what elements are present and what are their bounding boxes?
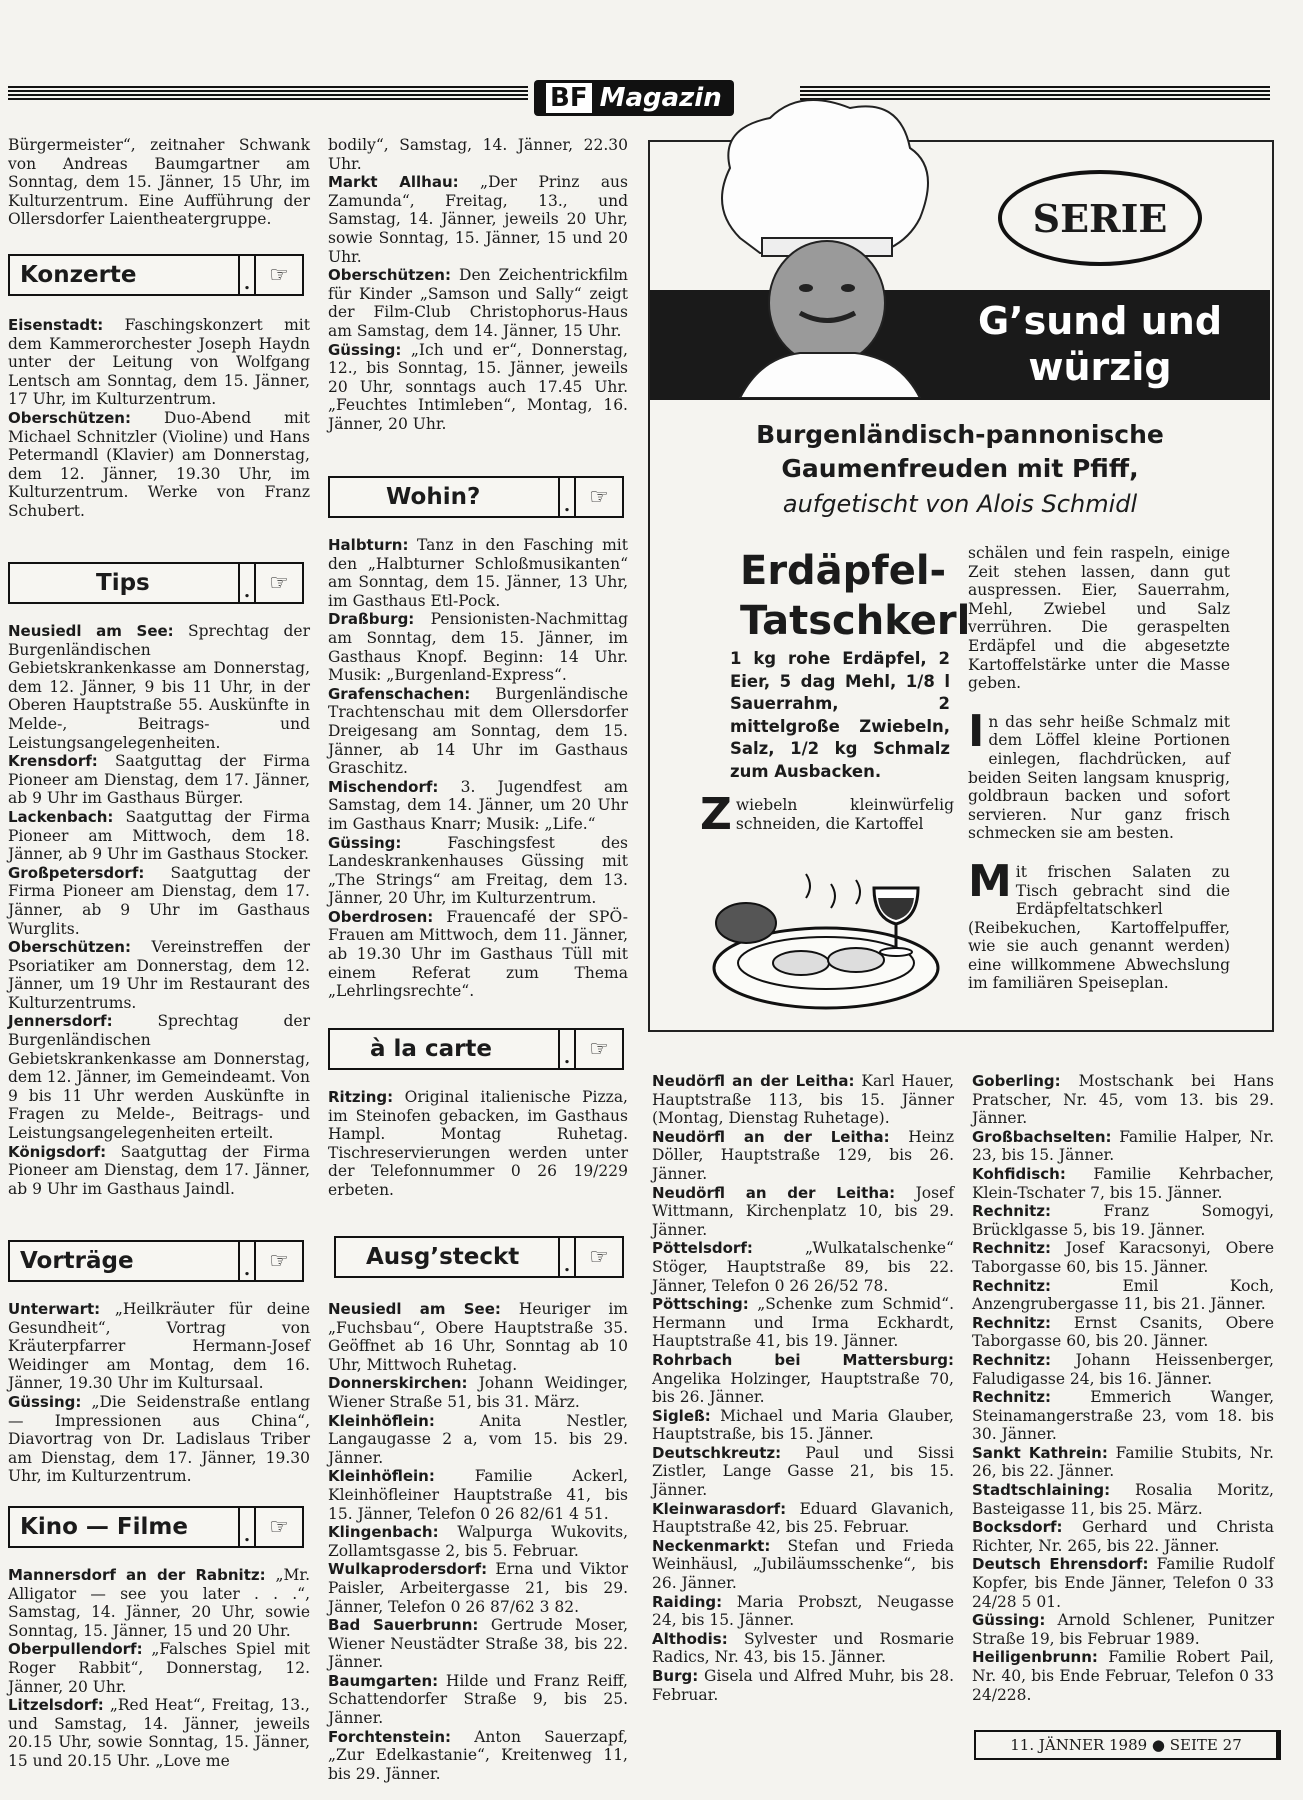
listing-entry [328, 908, 628, 1001]
listing-place: Jennersdorf: [8, 1012, 113, 1031]
listing-place: Oberdrosen: [328, 907, 434, 926]
listing-text: Eduard Glavanich, Hauptstraße 42, bis 25. Februar. [652, 1499, 954, 1537]
masthead-rule-left [8, 86, 528, 100]
ingredients: 1 kg rohe Erdäpfel, 2 Eier, 5 dag Mehl, 1/8 l Sauerrahm, 2 mittelgroße Zwiebeln, Salz, 1/2 kg Schmalz zum Ausbacken. [730, 649, 950, 781]
bf-logo: BF [546, 83, 592, 113]
listing-entry [8, 1143, 310, 1199]
listing-entry [8, 1300, 310, 1393]
listing-place: Forchtenstein: [328, 1727, 452, 1746]
listing-text: „Mr. Alligator — see you later . . .“, Samstag, 14. Jänner, 20 Uhr, sowie Sonntag, 15. Jänner, 15 und 20 Uhr. [8, 1566, 310, 1640]
listing-entry [328, 1523, 628, 1560]
listing-entry [652, 1351, 954, 1407]
listing-entry [972, 1444, 1274, 1481]
dropcap: Z [700, 789, 732, 840]
listing-text: Hilde und Franz Reiff, Schattendorfer Straße 9, bis 25. Jänner. [328, 1671, 628, 1728]
pointing-hand-icon: ☞ [269, 1514, 289, 1540]
listing-place: Mannersdorf an der Rabnitz: [8, 1566, 266, 1584]
listing-text: „Red Heat“, Freitag, 13., und Samstag, 14. Jänner, jeweils 20.15 Uhr, sowie Sonntag, 15. Jänner, 15 und 20.15 Uhr. „Love me [8, 1696, 310, 1770]
listing-entry [652, 1295, 954, 1351]
listing-entry [652, 1444, 954, 1500]
listing-entry [652, 1537, 954, 1593]
recipe-step3 [968, 855, 1230, 993]
listing-place: Mischendorf: [328, 777, 439, 796]
listing-text: Johann Heissenberger, Faludigasse 24, bis 16. Jänner. [972, 1350, 1274, 1388]
carte-list [328, 1088, 628, 1200]
listing-place: Baumgarten: [328, 1671, 439, 1690]
listing-entry [652, 1239, 954, 1295]
listing-text: „Heilkräuter für deine Gesundheit“, Vortrag von Kräuterpfarrer Hermann-Josef Weidinger am Montag, dem 16. Jänner, 19.30 Uhr im Kultursaal. [8, 1300, 310, 1393]
listing-place: Güssing: [328, 340, 402, 359]
listing-text: „Ich und er“, Donnerstag, 12., bis Sonntag, 15. Jänner, jeweils 20 Uhr, sonntags auch 17.45 Uhr. „Feuchtes Intimleben“, Montag, 16. Jänner, 20 Uhr. [328, 340, 628, 433]
pointing-hand-icon: ☞ [269, 570, 289, 596]
magazin-title: Magazin [599, 83, 722, 113]
listing-entry [972, 1351, 1274, 1388]
tips-list [8, 622, 310, 1198]
section-dot: . [558, 478, 576, 516]
section-dot: . [558, 1238, 576, 1276]
section-dot: . [238, 1508, 256, 1546]
listing-entry [328, 610, 628, 684]
listing-place: Pöttsching: [652, 1295, 749, 1314]
listing-text: Walpurga Wukovits, Zollamtsgasse 2, bis 5. Februar. [328, 1523, 628, 1560]
listing-place: Oberschützen: [8, 408, 131, 427]
listing-place: Pöttelsdorf: [652, 1239, 753, 1258]
listing-text: Anita Nestler, Langaugasse 2 a, vom 15. bis 29. Jänner. [328, 1411, 628, 1467]
listing-entry [972, 1072, 1274, 1128]
col1-intro-text: Bürgermeister“, zeitnaher Schwank von Andreas Baumgartner am Sonntag, dem 15. Jänner, 15 Uhr, im Kulturzentrum. Eine Aufführung der Ollersdorfer Laientheatergruppe. [8, 136, 310, 229]
section-head-vortraege [8, 1240, 304, 1282]
listing-place: Rechnitz: [972, 1239, 1052, 1258]
listing-text: Maria Probszt, Neugasse 24, bis 15. Jänner. [652, 1592, 954, 1630]
listing-place: Großbachselten: [972, 1127, 1112, 1146]
listing-entry [972, 1314, 1274, 1351]
section-title: Ausg’steckt [366, 1244, 520, 1270]
section-dot: . [558, 1030, 576, 1068]
listing-text: Saatguttag der Firma Pioneer am Dienstag, dem 17. Jänner, ab 9 Uhr im Gasthaus Bürger. [8, 752, 310, 808]
section-title: Wohin? [386, 484, 481, 510]
pointing-hand-icon: ☞ [589, 1244, 609, 1270]
dropcap: I [968, 705, 985, 757]
listing-place: Rechnitz: [972, 1350, 1052, 1369]
section-head-ausgsteckt [334, 1236, 624, 1278]
listing-place: Neudörfl an der Leitha: [652, 1183, 896, 1202]
listing-entry [328, 1672, 628, 1728]
listing-text: Johann Weidinger, Wiener Straße 51, bis 31. März. [328, 1374, 628, 1411]
listing-entry [8, 1012, 310, 1142]
listing-entry [972, 1165, 1274, 1202]
listing-entry [8, 938, 310, 1012]
listing-text: Saatguttag der Firma Pioneer am Dienstag, dem 17. Jänner, ab 9 Uhr im Gasthaus Wurglits. [8, 863, 310, 938]
listing-place: Kohfidisch: [972, 1164, 1066, 1183]
listing-text: „Der Prinz aus Zamunda“, Freitag, 13., und Samstag, 14. Jänner, jeweils 20 Uhr, sowie Sonntag, 15. Jänner, 15 und 20 Uhr. [328, 173, 628, 266]
dish-illustration [706, 868, 954, 1016]
serie-badge: SERIE [998, 170, 1202, 266]
listing-entry [652, 1593, 954, 1630]
listing-place: Neckenmarkt: [652, 1536, 771, 1555]
listing-entry [328, 1560, 628, 1616]
listing-place: Klingenbach: [328, 1523, 439, 1542]
listing-text: Faschingskonzert mit dem Kammerorchester Joseph Haydn unter der Leitung von Wolfgang Lentsch am Sonntag, dem 15. Jänner, 17 Uhr, im Kulturzentrum. [8, 316, 310, 409]
section-title: Tips [96, 570, 150, 596]
listing-entry [328, 778, 628, 834]
listing-text: Burgenländische Trachtenschau mit dem Ollersdorfer Dreigesang am Sonntag, dem 15. Jänner, ab 14 Uhr im Gasthaus Graschitz. [328, 684, 628, 778]
listing-place: Ritzing: [328, 1088, 394, 1106]
listing-entry [8, 622, 310, 752]
listing-place: Deutschkreutz: [652, 1443, 782, 1462]
listing-text: Stefan und Frieda Weinhäusl, „Jubiläumsschenke“, bis 26. Jänner. [652, 1536, 954, 1593]
listing-place: Neusiedl am See: [8, 622, 174, 640]
listing-entry [8, 808, 310, 864]
listing-text: Frauencafé der SPÖ-Frauen am Mittwoch, dem 11. Jänner, ab 19.30 Uhr im Gasthaus Tüll mit einem Referat zum Thema „Lehrlingsrechte“. [328, 907, 628, 1001]
col4-list [972, 1072, 1274, 1704]
recipe-series-title: G’sund und würzig [977, 299, 1223, 389]
listing-text: Gisela und Alfred Muhr, bis 28. Februar. [652, 1667, 954, 1704]
listing-text: Angelika Holzinger, Hauptstraße 70, bis 26. Jänner. [652, 1369, 954, 1407]
listing-text: „Falsches Spiel mit Roger Rabbit“, Donnerstag, 12. Jänner, 20 Uhr. [8, 1640, 310, 1696]
listing-place: Heiligenbrunn: [972, 1648, 1098, 1667]
listing-text: Heinz Döller, Hauptstraße 129, bis 26. Jänner. [652, 1127, 954, 1183]
listing-place: Großpetersdorf: [8, 863, 145, 882]
dish-name-line1: Erdäpfel- [740, 548, 947, 594]
page-footer: 11. JÄNNER 1989 ● SEITE 27 [974, 1730, 1281, 1760]
recipe-headline-line2: Gaumenfreuden mit Pfiff, [781, 454, 1139, 483]
listing-text: Faschingsfest des Landeskrankenhauses Güssing mit „The Strings“ am Freitag, dem 13. Jänner, 20 Uhr, im Kulturzentrum. [328, 833, 628, 908]
listing-place: Neusiedl am See: [328, 1300, 501, 1318]
kino-list [8, 1566, 310, 1771]
listing-text: Saatguttag der Firma Pioneer am Dienstag, dem 17. Jänner, ab 9 Uhr im Gasthaus Jaindl. [8, 1142, 310, 1198]
listing-place: Wulkaprodersdorf: [328, 1560, 488, 1579]
listing-entry [8, 864, 310, 938]
listing-place: Kleinhöflein: [328, 1467, 435, 1486]
listing-text: Josef Wittmann, Kirchenplatz 10, bis 29. Jänner. [652, 1183, 954, 1239]
recipe-step1-text: wiebeln kleinwürfelig schneiden, die Kartoffel [735, 796, 954, 833]
listing-text: Gerhard und Christa Richter, Nr. 265, bis 22. Jänner. [972, 1518, 1274, 1555]
section-title: Konzerte [20, 262, 137, 288]
listing-place: Draßburg: [328, 610, 415, 629]
section-title: à la carte [370, 1036, 493, 1062]
listing-entry [972, 1481, 1274, 1518]
listing-place: Rechnitz: [972, 1202, 1052, 1221]
listing-text: Sprechtag der Burgenländischen Gebietskrankenkasse am Donnerstag, dem 12. Jänner, 9 bis 11 Uhr, in der Oberen Hauptstraße 55. Auskünfte in Melde-, Beitrags- und Leistungsangelegenheiten. [8, 622, 310, 752]
listing-entry [328, 1412, 628, 1468]
listing-entry [972, 1388, 1274, 1444]
listing-place: Stadtschlaining: [972, 1481, 1111, 1500]
listing-entry [328, 1374, 628, 1411]
listing-entry [8, 1696, 310, 1770]
listing-place: Bocksdorf: [972, 1518, 1063, 1537]
listing-entry [652, 1128, 954, 1184]
listing-entry [972, 1277, 1274, 1314]
listing-text: Familie Kehrbacher, Klein-Tschater 7, bis 15. Jänner. [972, 1164, 1274, 1202]
section-title: Kino — Filme [20, 1514, 188, 1540]
listing-entry [972, 1611, 1274, 1648]
listing-text: Familie Rudolf Kopfer, bis Ende Jänner, Telefon 0 33 24/28 5 01. [972, 1555, 1274, 1611]
listing-entry [328, 834, 628, 908]
listing-entry [972, 1518, 1274, 1555]
listing-place: Bad Sauerbrunn: [328, 1616, 479, 1635]
listing-text: Arnold Schlener, Punitzer Straße 19, bis Februar 1989. [972, 1611, 1274, 1648]
listing-text: Anton Sauerzapf, „Zur Edelkastanie“, Kreitenweg 11, bis 29. Jänner. [328, 1727, 628, 1783]
listing-place: Deutsch Ehrensdorf: [972, 1555, 1149, 1574]
listing-text: Duo-Abend mit Michael Schnitzler (Violine) und Hans Petermandl (Klavier) am Donnerstag, dem 12. Jänner, 19.30 Uhr, im Kulturzentrum. Werke von Franz Schubert. [8, 408, 310, 520]
listing-entry [328, 536, 628, 610]
listing-entry [8, 1566, 310, 1640]
listing-entry [8, 1393, 310, 1486]
listing-text: Gertrude Moser, Wiener Neustädter Straße 38, bis 22. Jänner. [328, 1616, 628, 1672]
recipe-step1 [700, 789, 954, 840]
recipe-headline [650, 418, 1270, 486]
pointing-hand-icon: ☞ [589, 1036, 609, 1062]
listing-place: Kleinwarasdorf: [652, 1499, 787, 1518]
listing-place: Sigleß: [652, 1406, 711, 1425]
listing-entry [652, 1667, 954, 1704]
pointing-hand-icon: ☞ [589, 484, 609, 510]
section-dot: . [238, 1242, 256, 1280]
listing-place: Sankt Kathrein: [972, 1443, 1108, 1462]
chef-photo [700, 88, 960, 398]
listing-entry [972, 1648, 1274, 1704]
listing-entry [8, 316, 310, 409]
listing-entry [328, 685, 628, 778]
listing-text: „Schenke zum Schmid“. Hermann und Irma Eckhardt, Hauptstraße 41, bis 19. Jänner. [652, 1295, 954, 1351]
listing-entry [652, 1500, 954, 1537]
col3-list [652, 1072, 954, 1704]
listing-entry [328, 341, 628, 434]
listing-text: Familie Robert Pail, Nr. 40, bis Ende Februar, Telefon 0 33 24/228. [972, 1648, 1274, 1704]
kino-cont-list [328, 136, 628, 434]
listing-entry [972, 1555, 1274, 1611]
listing-place: Kleinhöflein: [328, 1411, 435, 1430]
listing-place: Raiding: [652, 1592, 723, 1611]
section-head-carte [328, 1028, 624, 1070]
listing-place: Krensdorf: [8, 752, 98, 771]
section-title: Vorträge [20, 1248, 134, 1274]
pointing-hand-icon: ☞ [269, 1248, 289, 1274]
listing-place: Güssing: [972, 1611, 1046, 1630]
listing-text: „Wulkatalschenke“ Stöger, Hauptstraße 89, bis 22. Jänner, Telefon 0 26 26/52 78. [652, 1239, 954, 1295]
listing-place: Litzelsdorf: [8, 1696, 104, 1715]
listing-text: Franz Somogyi, Brücklgasse 5, bis 19. Jänner. [972, 1202, 1274, 1239]
recipe-right-column [968, 544, 1230, 993]
listing-entry [8, 409, 310, 521]
listing-text: Rosalia Moritz, Basteigasse 11, bis 25. März. [972, 1481, 1274, 1518]
listing-entry [972, 1202, 1274, 1239]
ausgsteckt-list [328, 1300, 628, 1783]
listing-text: Den Zeichentrickfilm für Kinder „Samson und Sally“ zeigt der Film-Club Christophorus-Haus am Samstag, dem 14. Jänner, 15 Uhr. [328, 266, 628, 340]
listing-place: Markt Allhau: [328, 173, 459, 192]
listing-entry [328, 173, 628, 266]
listing-text: Josef Karacsonyi, Obere Taborgasse 60, bis 15. Jänner. [972, 1239, 1274, 1276]
listing-place: Güssing: [328, 833, 402, 852]
listing-place: Lackenbach: [8, 807, 114, 826]
listing-text: Sylvester und Rosmarie Radics, Nr. 43, bis 15. Jänner. [652, 1629, 954, 1667]
listing-entry [8, 1640, 310, 1696]
recipe-step3-text: it frischen Salaten zu Tisch gebracht sind die Erdäpfeltatschkerl (Reibekuchen, Kartoffelpuffer, wie sie auch genannt werden) eine willkommene Abwechslung im familiären Speiseplan. [968, 862, 1230, 993]
dropcap: M [968, 855, 1012, 907]
listing-text: Vereinstreffen der Psoriatiker am Donnerstag, dem 12. Jänner, um 19 Uhr im Restaurant des Kulturzentrums. [8, 938, 310, 1012]
listing-place: Althodis: [652, 1629, 728, 1648]
recipe-step2 [968, 705, 1230, 843]
listing-entry [8, 752, 310, 808]
listing-entry [328, 136, 628, 173]
listing-text: Familie Halper, Nr. 23, bis 15. Jänner. [972, 1127, 1274, 1165]
listing-text: Emmerich Wanger, Steinamangerstraße 23, vom 18. bis 30. Jänner. [972, 1388, 1274, 1444]
listing-place: Oberschützen: [8, 938, 131, 957]
listing-entry [652, 1630, 954, 1667]
listing-entry [328, 1300, 628, 1374]
listing-text: Heuriger im „Fuchsbau“, Obere Hauptstraße 35. Geöffnet ab 16 Uhr, Sonntag ab 10 Uhr, Mittwoch Ruhetag. [328, 1300, 628, 1374]
listing-text: Tanz in den Fasching mit den „Halbturner Schloßmusikanten“ am Sonntag, dem 15. Jänner, 13 Uhr, im Gasthaus Etl-Pock. [328, 536, 628, 610]
listing-text: Mostschank bei Hans Pratscher, Nr. 45, vom 13. bis 29. Jänner. [972, 1072, 1274, 1128]
listing-entry [328, 266, 628, 340]
listing-text: Erna und Viktor Paisler, Arbeitergasse 21, bis 29. Jänner, Telefon 0 26 87/62 3 82. [328, 1560, 628, 1616]
listing-entry [328, 1088, 628, 1200]
listing-place: Donnerskirchen: [328, 1374, 468, 1393]
listing-place: Rechnitz: [972, 1313, 1052, 1332]
konzerte-list [8, 316, 310, 521]
listing-entry [328, 1616, 628, 1672]
recipe-headline-line1: Burgenländisch-pannonische [756, 420, 1164, 449]
recipe-byline: aufgetischt von Alois Schmidl [782, 490, 1138, 518]
listing-text: Familie Ackerl, Kleinhöfleiner Hauptstraße 41, bis 15. Jänner, Telefon 0 26 82/61 4 51. [328, 1467, 628, 1523]
listing-text: 3. Jugendfest am Samstag, dem 14. Jänner, um 20 Uhr im Gasthaus Knarr; Musik: „Life.“ [328, 777, 628, 833]
col1-intro [8, 136, 310, 229]
listing-text: Ernst Csanits, Obere Taborgasse 60, bis 20. Jänner. [972, 1313, 1274, 1351]
listing-text: Original italienische Pizza, im Steinofen gebacken, im Gasthaus Hampl. Montag Ruhetag. Tischreservierungen werden unter der Telefonnummer 0 26 19/229 erbeten. [328, 1088, 628, 1199]
section-head-konzerte [8, 254, 304, 296]
listing-text: Saatguttag der Firma Pioneer am Mittwoch, dem 18. Jänner, ab 9 Uhr im Gasthaus Stocker. [8, 807, 310, 864]
listing-place: Rohrbach bei Mattersburg: [652, 1350, 954, 1369]
section-head-tips [8, 562, 304, 604]
listing-text: Emil Koch, Anzengrubergasse 11, bis 21. Jänner. [972, 1276, 1274, 1314]
dish-name [740, 546, 970, 646]
section-head-kino [8, 1506, 304, 1548]
listing-place: Königsdorf: [8, 1142, 107, 1161]
listing-entry [652, 1184, 954, 1240]
vortraege-list [8, 1300, 310, 1486]
listing-entry [652, 1072, 954, 1128]
listing-text: bodily“, Samstag, 14. Jänner, 22.30 Uhr. [328, 136, 628, 173]
listing-place: Güssing: [8, 1392, 82, 1411]
section-head-wohin [328, 476, 624, 518]
listing-place: Rechnitz: [972, 1388, 1052, 1407]
listing-entry [328, 1728, 628, 1784]
listing-place: Oberpullendorf: [8, 1640, 143, 1659]
pointing-hand-icon: ☞ [269, 262, 289, 288]
listing-place: Halbturn: [328, 536, 409, 554]
wohin-list [328, 536, 628, 1001]
listing-place: Neudörfl an der Leitha: [652, 1127, 890, 1146]
listing-text: Pensionisten-Nachmittag am Sonntag, dem 15. Jänner, im Gasthaus Knopf. Beginn: 14 Uhr. Musik: „Burgenland-Express“. [328, 610, 628, 685]
listing-place: Burg: [652, 1667, 699, 1685]
listing-text: Michael und Maria Glauber, Hauptstraße, bis 15. Jänner. [652, 1406, 954, 1444]
listing-place: Unterwart: [8, 1300, 101, 1318]
listing-entry [972, 1128, 1274, 1165]
listing-entry [652, 1407, 954, 1444]
listing-place: Eisenstadt: [8, 316, 104, 334]
listing-entry [972, 1239, 1274, 1276]
section-dot: . [238, 564, 256, 602]
listing-text: Paul und Sissi Zistler, Lange Gasse 21, bis 15. Jänner. [652, 1443, 954, 1500]
listing-place: Grafenschachen: [328, 684, 471, 703]
section-dot: . [238, 256, 256, 294]
listing-place: Neudörfl an der Leitha: [652, 1072, 855, 1090]
listing-place: Goberling: [972, 1072, 1061, 1090]
recipe-text-intro: schälen und fein raspeln, einige Zeit stehen lassen, dann gut auspressen. Eier, Sauerrahm, Mehl, Zwiebel und Salz verrühren. Die geraspelten Erdäpfel und die abgesetzte Kartoffelstärke unter die Masse geben. [968, 544, 1230, 693]
listing-entry [328, 1467, 628, 1523]
listing-text: Sprechtag der Burgenländischen Gebietskrankenkasse am Donnerstag, dem 12. Jänner, im Gemeindeamt. Von 9 bis 11 Uhr werden Auskünfte in Fragen zu Melde-, Beitrags- und Leistungsangelegenheiten erteilt. [8, 1012, 310, 1143]
listing-text: Karl Hauer, Hauptstraße 113, bis 15. Jänner (Montag, Dienstag Ruhetage). [652, 1072, 954, 1128]
listing-place: Oberschützen: [328, 266, 451, 285]
dish-name-line2: Tatschkerl [740, 598, 971, 644]
listing-text: „Die Seidenstraße entlang — Impressionen aus China“, Diavortrag von Dr. Ladislaus Triber am Dienstag, dem 17. Jänner, 19.30 Uhr, im Kulturzentrum. [8, 1392, 310, 1486]
recipe-step2-text: n das sehr heiße Schmalz mit dem Löffel kleine Portionen einlegen, flachdrücken, auf beiden Seiten langsam knusprig, goldbraun backen und sofort servieren. Nur ganz frisch schmecken sie am besten. [968, 712, 1230, 843]
listing-place: Rechnitz: [972, 1276, 1052, 1295]
listing-text: Familie Stubits, Nr. 26, bis 22. Jänner. [972, 1443, 1274, 1481]
